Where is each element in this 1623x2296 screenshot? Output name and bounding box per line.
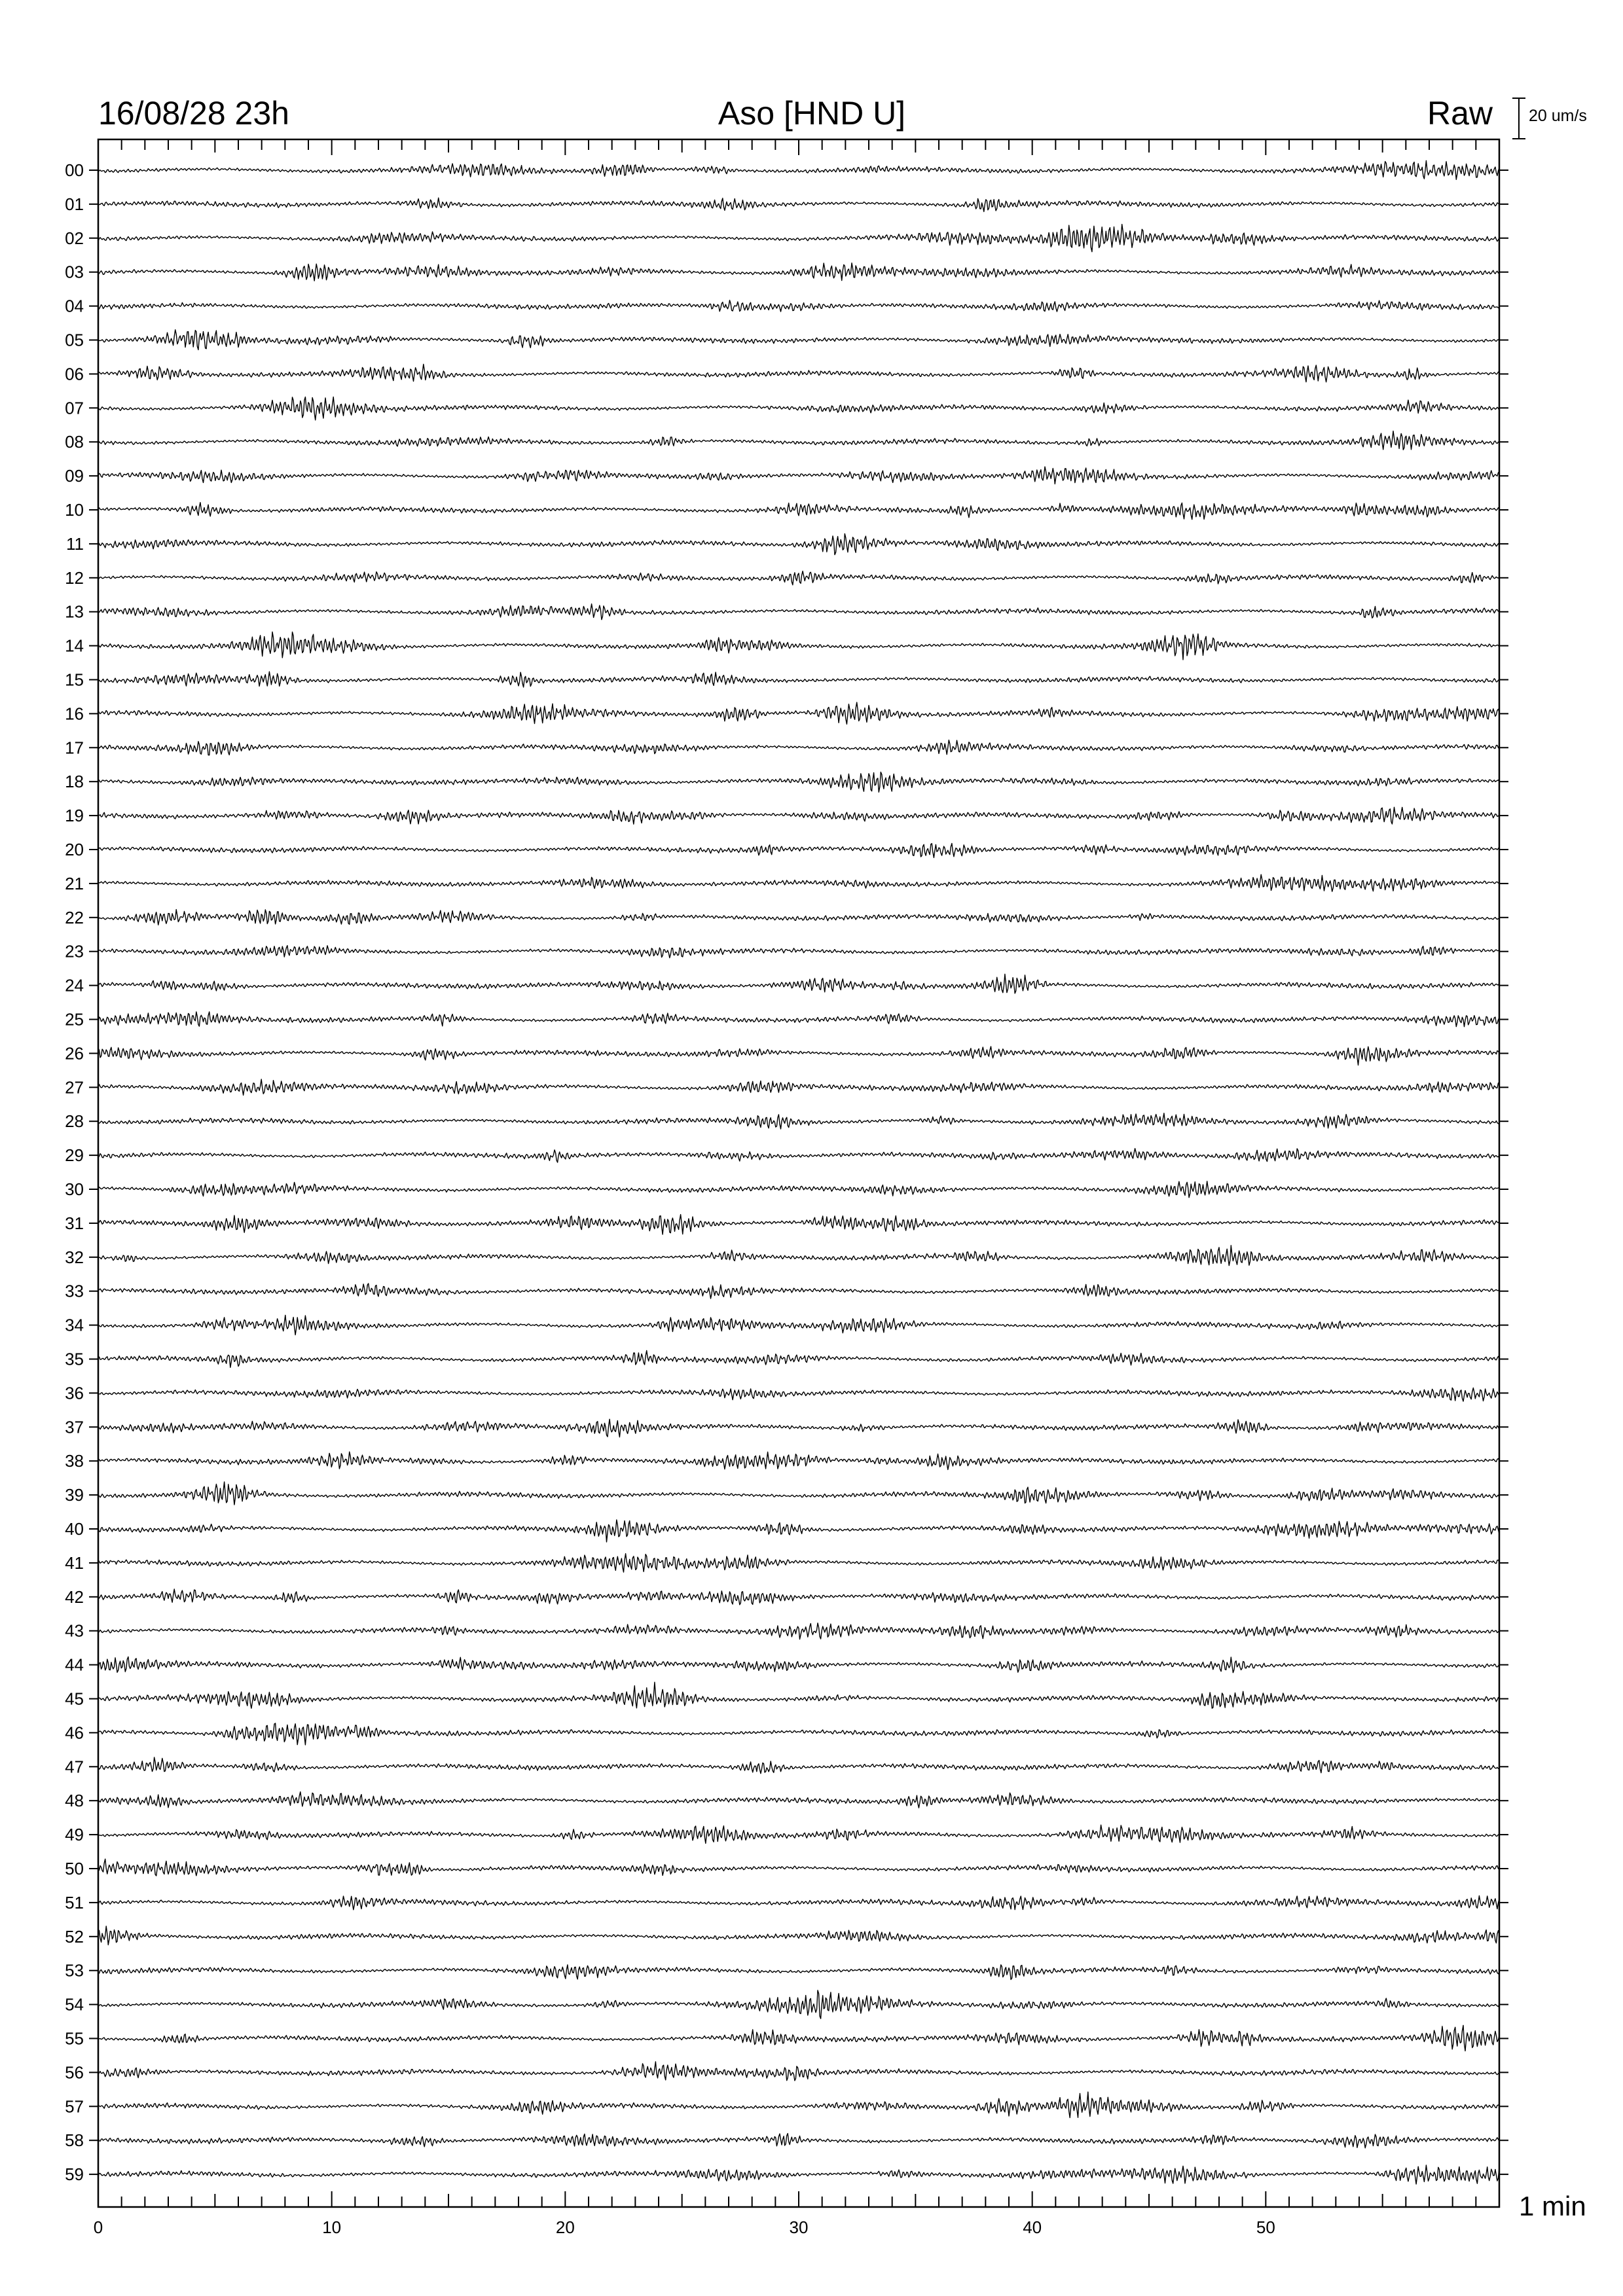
trace-row-54 bbox=[98, 1990, 1499, 2018]
row-label: 21 bbox=[65, 873, 84, 893]
row-label: 44 bbox=[65, 1655, 84, 1675]
x-tick-label: 0 bbox=[93, 2217, 103, 2237]
plot-border bbox=[98, 139, 1499, 2207]
trace-row-24 bbox=[98, 974, 1499, 994]
row-label: 12 bbox=[65, 567, 84, 588]
trace-row-08 bbox=[98, 431, 1499, 450]
row-label: 30 bbox=[65, 1179, 84, 1199]
row-label: 41 bbox=[65, 1552, 84, 1573]
row-label: 32 bbox=[65, 1247, 84, 1267]
trace-row-25 bbox=[98, 1012, 1499, 1027]
trace-row-21 bbox=[98, 874, 1499, 891]
row-label: 42 bbox=[65, 1587, 84, 1607]
row-label: 04 bbox=[65, 296, 84, 316]
row-label: 53 bbox=[65, 1960, 84, 1981]
row-label: 23 bbox=[65, 941, 84, 961]
row-label: 22 bbox=[65, 907, 84, 927]
trace-row-04 bbox=[98, 300, 1499, 312]
trace-row-26 bbox=[98, 1047, 1499, 1066]
row-label: 19 bbox=[65, 806, 84, 826]
trace-row-46 bbox=[98, 1723, 1499, 1745]
scale-bar-label: 20 um/s bbox=[1529, 107, 1587, 125]
row-label: 46 bbox=[65, 1723, 84, 1743]
trace-row-11 bbox=[98, 533, 1499, 554]
trace-row-44 bbox=[98, 1657, 1499, 1672]
trace-row-14 bbox=[98, 632, 1499, 660]
row-label: 08 bbox=[65, 432, 84, 452]
trace-row-15 bbox=[98, 672, 1499, 687]
row-label: 02 bbox=[65, 228, 84, 248]
trace-row-33 bbox=[98, 1283, 1499, 1299]
row-label: 59 bbox=[65, 2164, 84, 2185]
row-label: 36 bbox=[65, 1383, 84, 1403]
trace-row-59 bbox=[98, 2165, 1499, 2184]
trace-row-13 bbox=[98, 604, 1499, 620]
row-labels bbox=[65, 160, 84, 2184]
row-label: 03 bbox=[65, 262, 84, 282]
trace-row-52 bbox=[98, 1926, 1499, 1945]
trace-row-20 bbox=[98, 844, 1499, 858]
row-label: 55 bbox=[65, 2028, 84, 2049]
row-label: 48 bbox=[65, 1791, 84, 1811]
row-label: 47 bbox=[65, 1757, 84, 1777]
trace-row-03 bbox=[98, 263, 1499, 281]
row-label: 20 bbox=[65, 840, 84, 859]
row-label: 10 bbox=[65, 500, 84, 520]
trace-row-41 bbox=[98, 1554, 1499, 1572]
row-label: 51 bbox=[65, 1892, 84, 1912]
trace-row-37 bbox=[98, 1419, 1499, 1437]
row-label: 33 bbox=[65, 1281, 84, 1301]
mode-label: Raw bbox=[1427, 95, 1493, 132]
trace-row-45 bbox=[98, 1682, 1499, 1708]
row-label: 14 bbox=[65, 636, 84, 656]
record-datetime: 16/08/28 23h bbox=[98, 95, 289, 132]
trace-row-28 bbox=[98, 1113, 1499, 1129]
trace-row-00 bbox=[98, 160, 1499, 179]
row-label: 50 bbox=[65, 1859, 84, 1878]
row-label: 06 bbox=[65, 364, 84, 384]
trace-row-48 bbox=[98, 1792, 1499, 1808]
trace-row-23 bbox=[98, 946, 1499, 958]
trace-row-01 bbox=[98, 198, 1499, 211]
row-label: 09 bbox=[65, 466, 84, 486]
row-label: 16 bbox=[65, 704, 84, 724]
trace-row-30 bbox=[98, 1181, 1499, 1198]
x-tick-label: 10 bbox=[322, 2217, 342, 2237]
trace-row-18 bbox=[98, 772, 1499, 793]
row-label: 17 bbox=[65, 738, 84, 758]
trace-row-57 bbox=[98, 2092, 1499, 2117]
trace-row-32 bbox=[98, 1246, 1499, 1266]
trace-row-12 bbox=[98, 571, 1499, 585]
row-label: 11 bbox=[66, 533, 84, 554]
trace-row-50 bbox=[98, 1859, 1499, 1876]
row-label: 29 bbox=[65, 1145, 84, 1166]
trace-row-47 bbox=[98, 1757, 1499, 1774]
trace-row-19 bbox=[98, 807, 1499, 824]
row-label: 45 bbox=[65, 1689, 84, 1709]
trace-row-34 bbox=[98, 1315, 1499, 1335]
x-tick-labels bbox=[94, 2217, 1275, 2237]
row-label: 25 bbox=[65, 1009, 84, 1030]
row-label: 58 bbox=[65, 2130, 84, 2151]
trace-row-16 bbox=[98, 702, 1499, 724]
row-label: 00 bbox=[65, 160, 84, 180]
x-tick-label: 20 bbox=[555, 2217, 575, 2237]
row-label: 01 bbox=[65, 194, 84, 214]
axis-ticks bbox=[89, 139, 1508, 2207]
trace-row-42 bbox=[98, 1589, 1499, 1605]
trace-row-09 bbox=[98, 467, 1499, 484]
station-title: Aso [HND U] bbox=[718, 95, 906, 132]
row-label: 54 bbox=[65, 1994, 84, 2015]
amplitude-scale-bar bbox=[1512, 98, 1525, 139]
row-label: 18 bbox=[65, 772, 84, 792]
row-label: 37 bbox=[65, 1417, 84, 1437]
row-label: 26 bbox=[65, 1043, 84, 1064]
trace-row-56 bbox=[98, 2062, 1499, 2081]
traces bbox=[98, 160, 1499, 2184]
trace-row-06 bbox=[98, 365, 1499, 382]
x-tick-label: 30 bbox=[789, 2217, 809, 2237]
row-label: 13 bbox=[65, 601, 84, 622]
row-label: 24 bbox=[65, 975, 84, 996]
trace-row-39 bbox=[98, 1482, 1499, 1505]
trace-row-40 bbox=[98, 1520, 1499, 1542]
row-label: 07 bbox=[65, 398, 84, 418]
trace-row-29 bbox=[98, 1149, 1499, 1162]
trace-row-58 bbox=[98, 2134, 1499, 2148]
row-label: 39 bbox=[65, 1485, 84, 1505]
row-label: 56 bbox=[65, 2062, 84, 2083]
row-label: 27 bbox=[65, 1077, 84, 1098]
trace-row-27 bbox=[98, 1079, 1499, 1095]
x-axis-unit-label: 1 min bbox=[1519, 2191, 1586, 2221]
plot-frame bbox=[98, 139, 1499, 2207]
row-label: 05 bbox=[65, 330, 84, 350]
trace-row-22 bbox=[98, 910, 1499, 925]
trace-row-49 bbox=[98, 1825, 1499, 1843]
row-label: 52 bbox=[65, 1926, 84, 1946]
x-tick-label: 50 bbox=[1256, 2217, 1275, 2237]
row-label: 40 bbox=[65, 1519, 84, 1539]
row-label: 38 bbox=[65, 1451, 84, 1471]
row-label: 28 bbox=[65, 1111, 84, 1132]
row-label: 34 bbox=[65, 1315, 84, 1335]
row-label: 43 bbox=[65, 1621, 84, 1641]
trace-row-05 bbox=[98, 330, 1499, 350]
row-label: 57 bbox=[65, 2096, 84, 2117]
row-label: 15 bbox=[65, 670, 84, 690]
trace-row-35 bbox=[98, 1351, 1499, 1368]
row-label: 49 bbox=[65, 1825, 84, 1845]
trace-row-55 bbox=[98, 2026, 1499, 2051]
trace-row-17 bbox=[98, 740, 1499, 755]
trace-row-36 bbox=[98, 1388, 1499, 1401]
row-label: 31 bbox=[65, 1213, 84, 1233]
row-label: 35 bbox=[65, 1349, 84, 1369]
trace-row-43 bbox=[98, 1623, 1499, 1640]
trace-row-10 bbox=[98, 503, 1499, 520]
trace-row-02 bbox=[98, 224, 1499, 252]
x-tick-label: 40 bbox=[1023, 2217, 1042, 2237]
trace-row-38 bbox=[98, 1452, 1499, 1469]
trace-row-07 bbox=[98, 397, 1499, 420]
trace-row-51 bbox=[98, 1896, 1499, 1910]
trace-row-31 bbox=[98, 1215, 1499, 1235]
trace-row-53 bbox=[98, 1965, 1499, 1980]
